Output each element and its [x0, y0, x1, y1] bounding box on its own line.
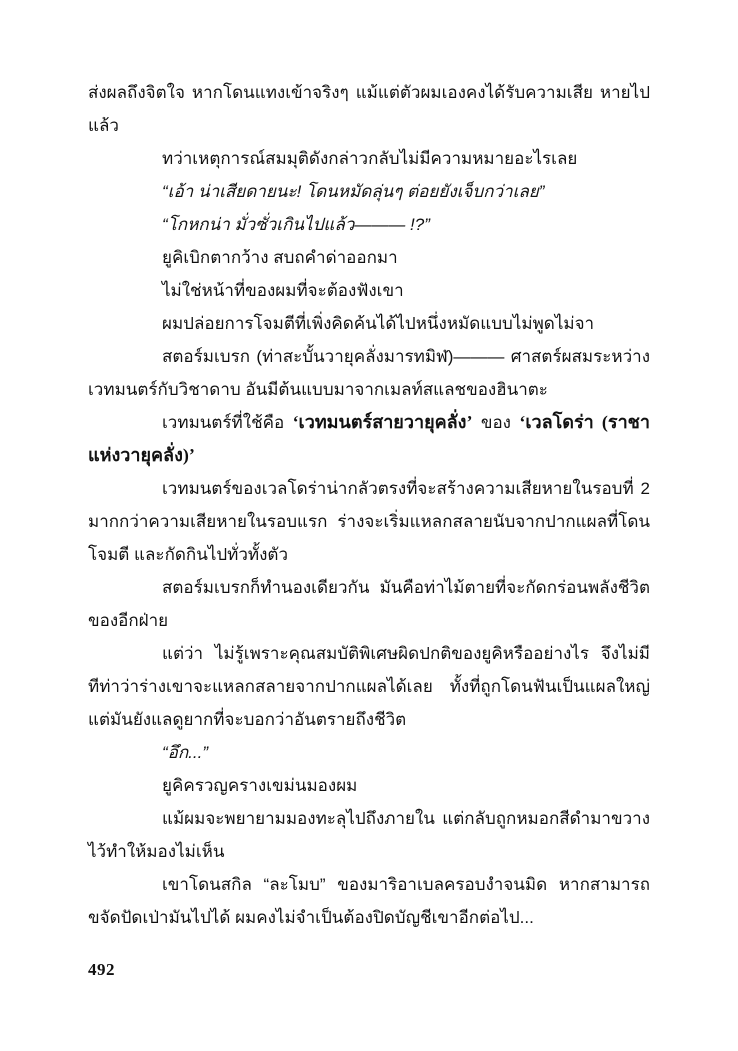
paragraph: ทว่าเหตุการณ์สมมุติดังกล่าวกลับไม่มีความหมายอะไรเลย — [162, 149, 578, 168]
paragraph: แต่ว่า ไม่รู้เพราะคุณสมบัติพิเศษผิดปกติของยูคิหรืออย่างไร จึงไม่มีทีท่าว่าร่างเขาจะแหลกสลายจากปากแผลได้เลย ทั้งที่ถูกโดนฟันเป็นแผลใหญ่ แต่มันยังแลดูยากที่จะบอกว่าอันตรายถึงชีวิต — [88, 644, 650, 729]
page-number: 492 — [88, 960, 115, 979]
dialogue: “อึก...” — [162, 743, 208, 762]
spell-middle: ของ — [480, 413, 511, 432]
spell-name-1: ‘เวทมนตร์สายวายุคลั่ง’ — [292, 412, 473, 432]
body-text — [88, 76, 650, 934]
paragraph: ยูคิครวญครางเขม่นมองผม — [162, 776, 358, 795]
paragraph: ผมปล่อยการโจมตีที่เพิ่งคิดค้นได้ไปหนึ่งหมัดแบบไม่พูดไม่จา — [162, 314, 595, 333]
spell-paragraph — [88, 406, 650, 472]
paragraph: เวทมนตร์ของเวลโดร่าน่ากลัวตรงที่จะสร้างความเสียหายในรอบที่ 2 มากกว่าความเสียหายในรอบแรก ร่างจะเริ่มแหลกสลายนับจากปากแผลที่โดนโจมตี และกัดกินไปทั่วทั้งตัว — [88, 479, 650, 564]
dialogue: “เอ้า น่าเสียดายนะ! โดนหมัดลุ่นๆ ต่อยยังเจ็บกว่าเลย” — [162, 182, 545, 201]
paragraph: ยูคิเบิกตากว้าง สบถคำด่าออกมา — [162, 248, 398, 267]
paragraph: ไม่ใช่หน้าที่ของผมที่จะต้องฟังเขา — [162, 281, 404, 300]
dialogue: “โกหกน่า มั่วซั่วเกินไปแล้ว——— !?” — [162, 215, 430, 234]
spell-name-2: ‘เวลโดร่า (ราชาแห่งวายุคลั่ง)’ — [88, 412, 651, 465]
spell-prefix: เวทมนตร์ที่ใช้คือ — [162, 413, 285, 432]
paragraph: สตอร์มเบรกก็ทำนองเดียวกัน มันคือท่าไม้ตายที่จะกัดกร่อนพลังชีวิตของอีกฝ่าย — [88, 578, 650, 630]
paragraph: เขาโดนสกิล “ละโมบ” ของมาริอาเบลครอบงำจนมิด หากสามารถขจัดปัดเป่ามันไปได้ ผมคงไม่จำเป็นต้องปิดบัญชีเขาอีกต่อไป... — [88, 875, 650, 927]
paragraph: แม้ผมจะพยายามมองทะลุไปถึงภายใน แต่กลับถูกหมอกสีดำมาขวางไว้ทำให้มองไม่เห็น — [88, 809, 650, 861]
paragraph: สตอร์มเบรก (ท่าสะบั้นวายุคลั่งมารทมิฬ)——— ศาสตร์ผสมระหว่างเวทมนตร์กับวิชาดาบ อันมีต้นแบบมาจากเมลท์สแลชของฮินาตะ — [88, 347, 650, 399]
paragraph: ส่งผลถึงจิตใจ หากโดนแทงเข้าจริงๆ แม้แต่ตัวผมเองคงได้รับความเสีย หายไปแล้ว — [88, 83, 650, 135]
